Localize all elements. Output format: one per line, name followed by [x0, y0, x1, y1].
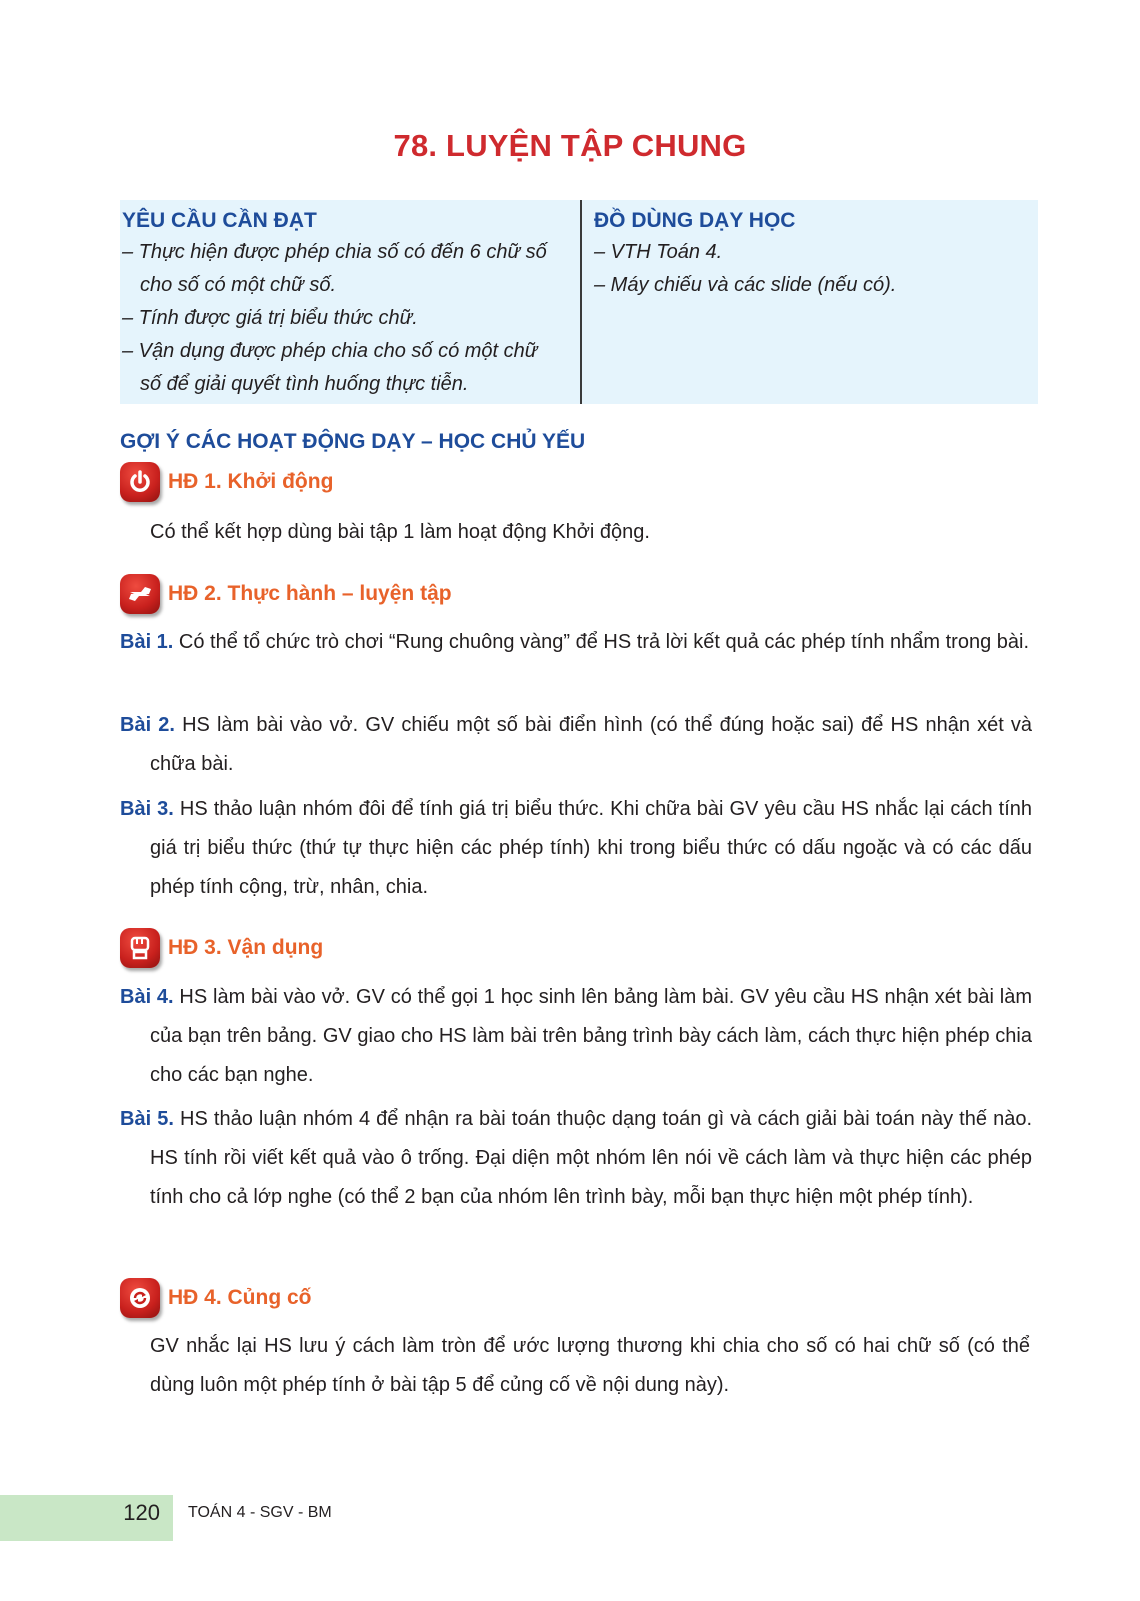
page-number: 120 [123, 1500, 160, 1525]
material-item: – Máy chiếu và các slide (nếu có). [594, 274, 897, 296]
activity-2-header [120, 574, 452, 614]
hands-icon [120, 574, 160, 614]
exercise-text: Có thể tổ chức trò chơi “Rung chuông vàng” để HS trả lời kết quả các phép tính nhẩm trong bài. [173, 631, 1030, 653]
activity-3-header [120, 928, 323, 968]
activity-1-text: Có thể kết hợp dùng bài tập 1 làm hoạt động Khởi động. [150, 521, 650, 543]
activity-4-header [120, 1278, 312, 1318]
requirement-item: – Thực hiện được phép chia số có đến 6 chữ số cho số có một chữ số. [122, 241, 547, 296]
requirement-item: – Vận dụng được phép chia cho số có một chữ số để giải quyết tình huống thực tiễn. [122, 340, 538, 395]
power-icon [120, 462, 160, 502]
refresh-icon [120, 1278, 160, 1318]
exercise-label: Bài 2. [120, 714, 175, 736]
exercise-text: HS thảo luận nhóm đôi để tính giá trị biểu thức. Khi chữa bài GV yêu cầu HS nhắc lại cách tính giá trị biểu thức (thứ tự thực hiện các phép tính) khi trong biểu thức có dấu ngoặc và có các dấu phép tính cộng, trừ, nhân, chia. [150, 798, 1033, 898]
book-title: TOÁN 4 - SGV - BM [188, 1504, 332, 1521]
requirements-column [120, 200, 580, 404]
activity-3-title: HĐ 3. Vận dụng [168, 936, 324, 959]
exercise-2 [120, 706, 1032, 784]
requirement-item: – Tính được giá trị biểu thức chữ. [122, 307, 418, 329]
exercise-label: Bài 4. [120, 986, 174, 1008]
fist-icon [120, 928, 160, 968]
exercise-1 [120, 623, 1032, 662]
exercise-4 [120, 978, 1032, 1095]
activity-1-header [120, 462, 333, 502]
exercise-text: HS làm bài vào vở. GV chiếu một số bài điển hình (có thể đúng hoặc sai) để HS nhận xét và chữa bài. [150, 714, 1032, 775]
info-box [120, 200, 1038, 404]
lesson-title: 78. LUYỆN TẬP CHUNG [393, 128, 747, 163]
requirements-heading: YÊU CẦU CẦN ĐẠT [122, 209, 317, 232]
exercise-3 [120, 790, 1032, 907]
materials-heading: ĐỒ DÙNG DẠY HỌC [594, 209, 796, 232]
material-item: – VTH Toán 4. [594, 241, 723, 263]
exercise-label: Bài 3. [120, 798, 174, 820]
exercise-text: HS làm bài vào vở. GV có thể gọi 1 học sinh lên bảng làm bài. GV yêu cầu HS nhận xét bài làm của bạn trên bảng. GV giao cho HS làm bài trên bảng trình bày cách làm, cách thực hiện phép chia cho các bạn nghe. [150, 986, 1032, 1086]
activity-2-title: HĐ 2. Thực hành – luyện tập [168, 582, 452, 605]
exercise-5 [120, 1100, 1032, 1217]
activity-4-title: HĐ 4. Củng cố [168, 1286, 312, 1309]
exercise-label: Bài 1. [120, 631, 174, 653]
activity-1-title: HĐ 1. Khởi động [168, 470, 334, 493]
activity-4-text: GV nhắc lại HS lưu ý cách làm tròn để ước lượng thương khi chia cho số có hai chữ số (có thể dùng luôn một phép tính ở bài tập 5 để củng cố về nội dung này). [150, 1335, 1030, 1396]
exercise-label: Bài 5. [120, 1108, 174, 1130]
exercise-text: HS thảo luận nhóm 4 để nhận ra bài toán thuộc dạng toán gì và cách giải bài toán này thế nào. HS tính rồi viết kết quả vào ô trống. Đại diện một nhóm lên nói về cách làm và thực hiện các phép tính cho cả lớp nghe (có thể 2 bạn của nhóm lên trình bày, mỗi bạn thực hiện một phép tính). [150, 1108, 1033, 1208]
materials-column [580, 200, 1038, 404]
activities-heading: GỢI Ý CÁC HOẠT ĐỘNG DẠY – HỌC CHỦ YẾU [120, 430, 586, 453]
